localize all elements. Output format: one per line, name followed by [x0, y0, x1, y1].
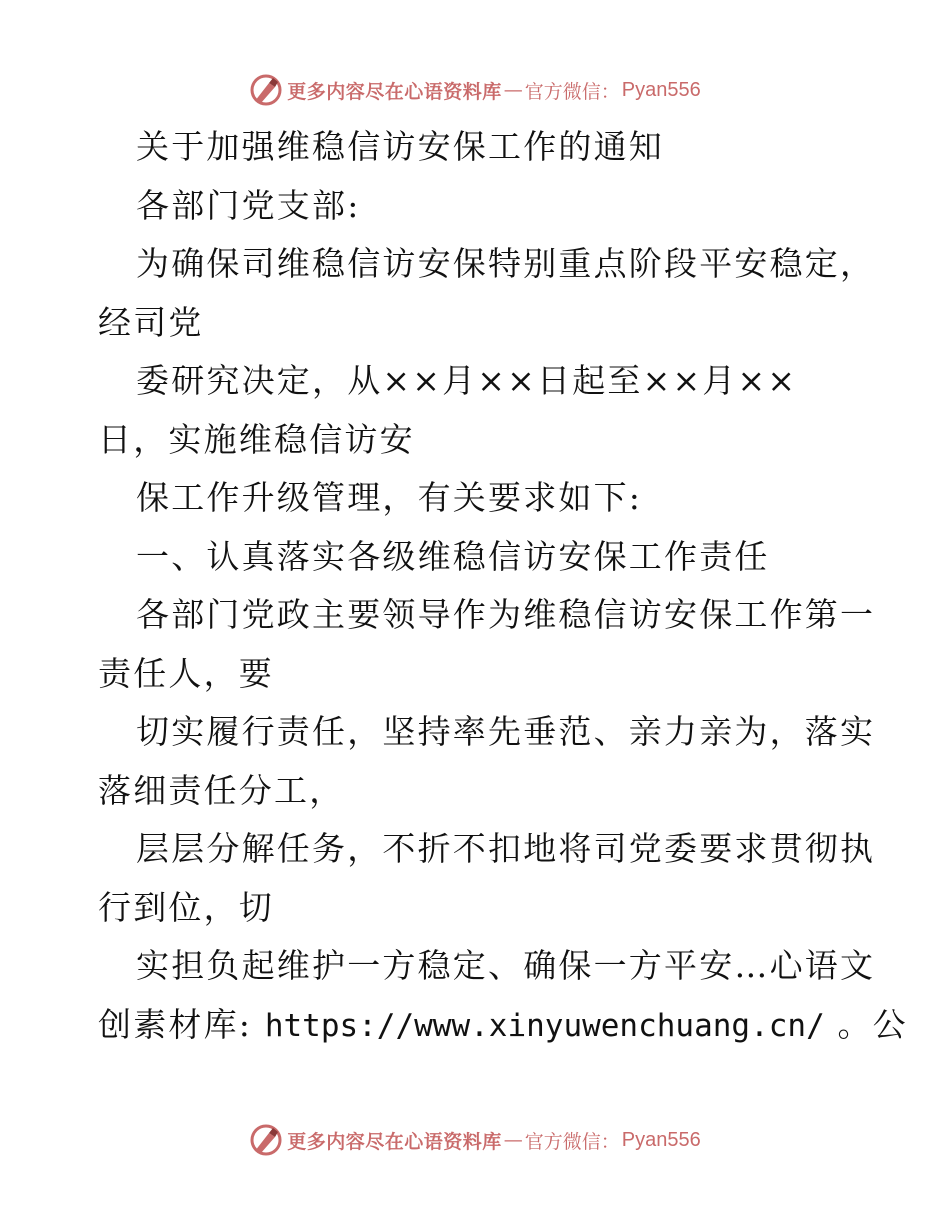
last-line-suffix: 。公 — [837, 1004, 908, 1044]
brand-logo-icon — [249, 1123, 283, 1157]
paragraph-line: 行到位，切 — [98, 887, 274, 927]
watermark-wechat-id: Pyan556 — [621, 78, 701, 101]
watermark-wechat-id: Pyan556 — [621, 1128, 701, 1151]
paragraph-line: 经司党 — [98, 302, 204, 342]
watermark-separator: — — [503, 79, 523, 101]
paragraph-line: 实担负起维护一方稳定、确保一方平安…心语文 — [136, 946, 876, 985]
document-title: 关于加强维稳信访安保工作的通知 — [136, 127, 664, 166]
watermark-wechat-label: 官方微信： — [524, 1130, 620, 1153]
paragraph-line: 落细责任分工， — [98, 770, 345, 810]
paragraph-line: 切实履行责任，坚持率先垂范、亲力亲为，落实 — [136, 712, 876, 751]
watermark-banner-top — [0, 70, 950, 110]
paragraph-line-with-link — [98, 996, 908, 1055]
watermark-banner-bottom — [0, 1120, 950, 1160]
watermark-wechat-label: 官方微信： — [524, 80, 620, 103]
document-body — [98, 118, 908, 1054]
watermark-separator: — — [503, 1129, 523, 1151]
watermark-main-text: 更多内容尽在心语资料库 — [287, 80, 502, 103]
brand-logo-icon — [249, 73, 283, 107]
paragraph-line: 保工作升级管理，有关要求如下: — [136, 478, 643, 517]
source-url-link[interactable]: https://www.xinyuwenchuang.cn/ — [264, 1007, 825, 1044]
watermark-main-text: 更多内容尽在心语资料库 — [287, 1130, 502, 1153]
paragraph-line: 各部门党政主要领导作为维稳信访安保工作第一 — [136, 595, 876, 634]
paragraph-line: 层层分解任务，不折不扣地将司党委要求贯彻执 — [136, 829, 876, 868]
document-salutation: 各部门党支部: — [136, 185, 361, 225]
paragraph-line: 日，实施维稳信访安 — [98, 419, 415, 459]
paragraph-line: 为确保司维稳信访安保特别重点阶段平安稳定， — [136, 244, 876, 283]
paragraph-line: 责任人，要 — [98, 653, 274, 693]
section-heading: 一、认真落实各级维稳信访安保工作责任 — [136, 536, 770, 576]
last-line-prefix: 创素材库: — [98, 1004, 253, 1044]
paragraph-line: 委研究决定，从××月××日起至××月×× — [136, 361, 798, 400]
